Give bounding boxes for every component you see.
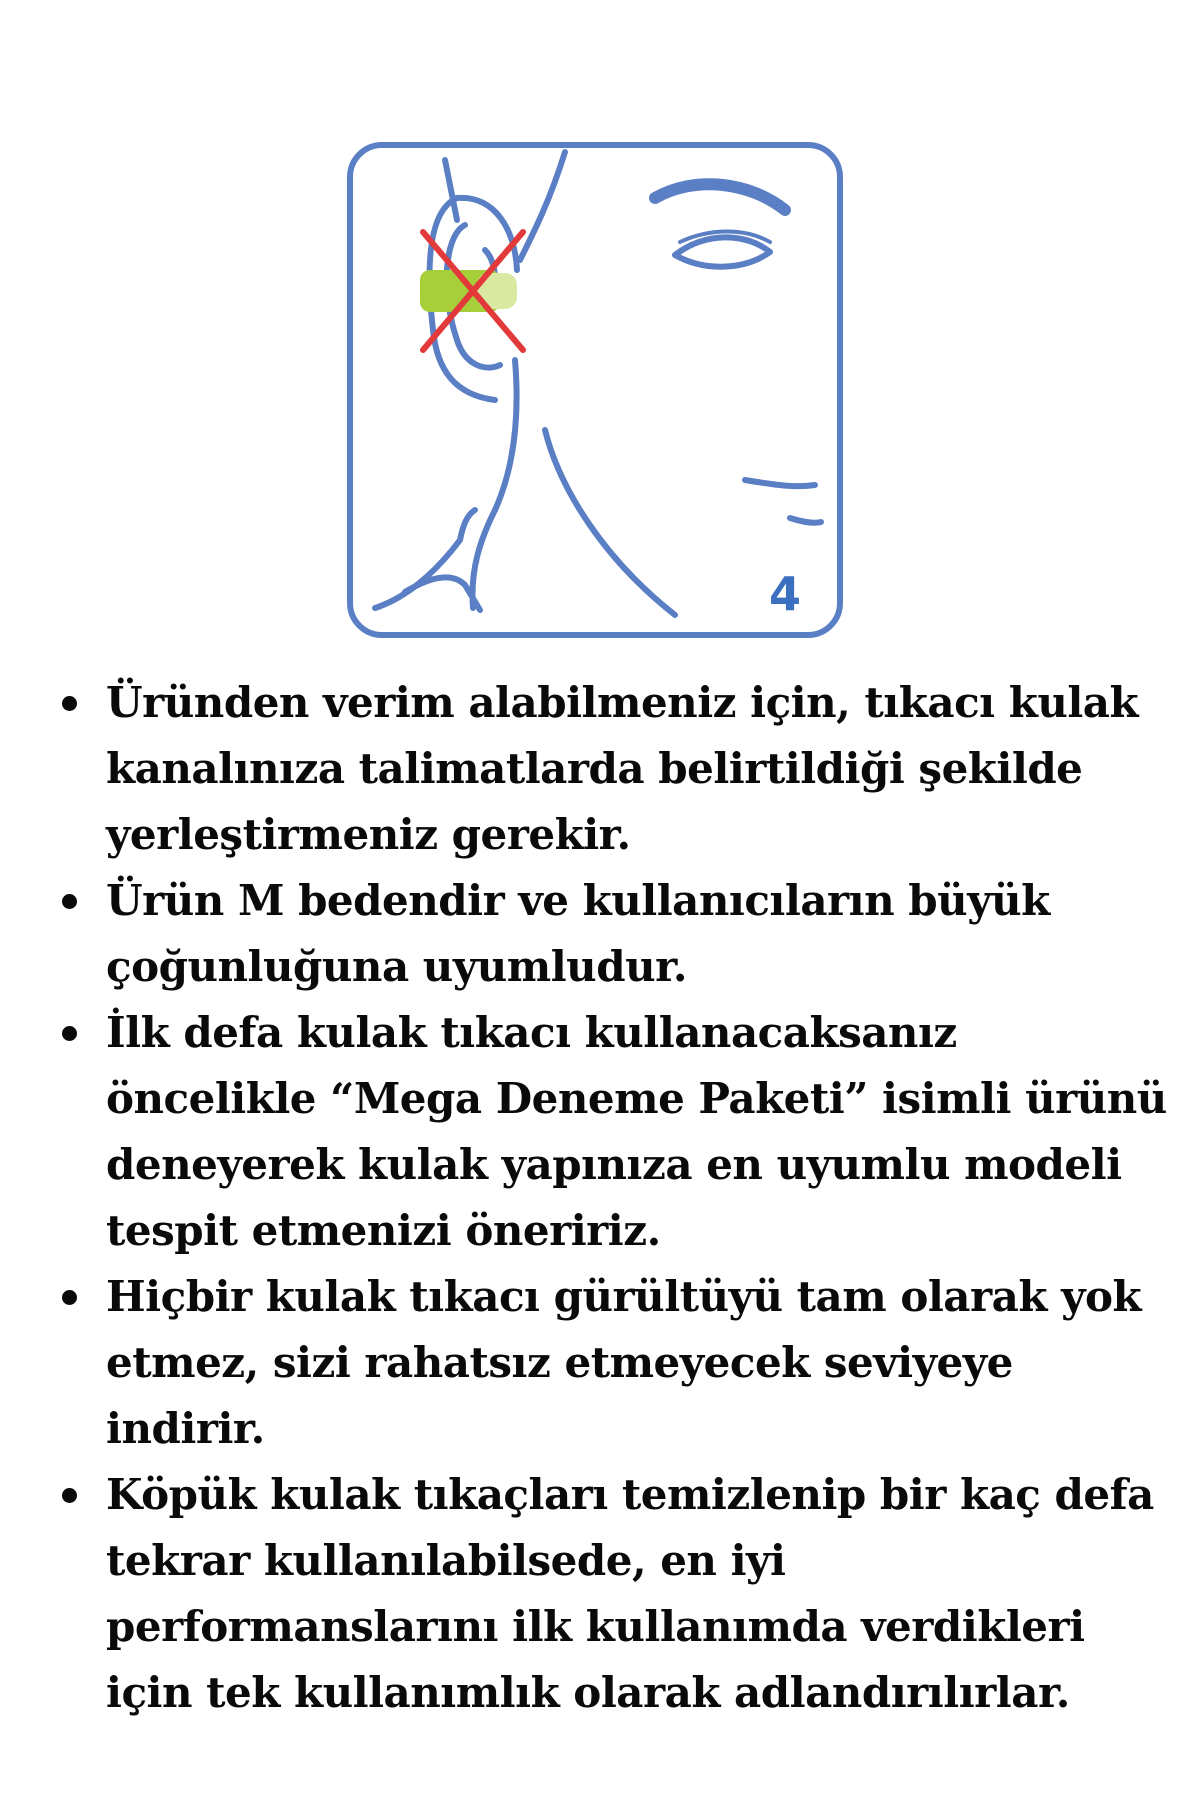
list-item [50,1000,1170,1264]
step-number: 4 [768,567,802,621]
list-item [50,868,1170,1000]
bullet-icon [62,696,77,711]
bullet-icon [62,1290,77,1305]
bullet-icon [62,894,77,909]
tip-text: Hiçbir kulak tıkacı gürültüyü tam olarak yok etmez, sizi rahatsız etmeyecek seviyeye indirir. [106,1272,1142,1453]
bullet-icon [62,1026,77,1041]
tip-text: Köpük kulak tıkaçları temizlenip bir kaç defa tekrar kullanılabilsede, en iyi performanslarını ilk kullanımda verdikleri için tek kullanımlık olarak adlandırılırlar. [106,1470,1154,1717]
tip-text: İlk defa kulak tıkacı kullanacaksanız öncelikle “Mega Deneme Paketi” isimli ürünü deneyerek kulak yapınıza en uyumlu modeli tespit etmenizi öneririz. [106,1008,1167,1255]
illustration-frame [350,145,840,635]
ear-plug-incorrect-insertion-icon [345,140,845,640]
list-item [50,1264,1170,1462]
tip-text: Üründen verim alabilmeniz için, tıkacı kulak kanalınıza talimatlarda belirtildiği şekilde yerleştirmeniz gerekir. [106,678,1139,859]
list-item [50,670,1170,868]
ear-plug-instruction-illustration [345,140,845,640]
tips-list [50,670,1170,1726]
bullet-icon [62,1488,77,1503]
list-item [50,1462,1170,1726]
ear-plug [420,270,517,312]
tip-text: Ürün M bedendir ve kullanıcıların büyük çoğunluğuna uyumludur. [106,876,1050,991]
